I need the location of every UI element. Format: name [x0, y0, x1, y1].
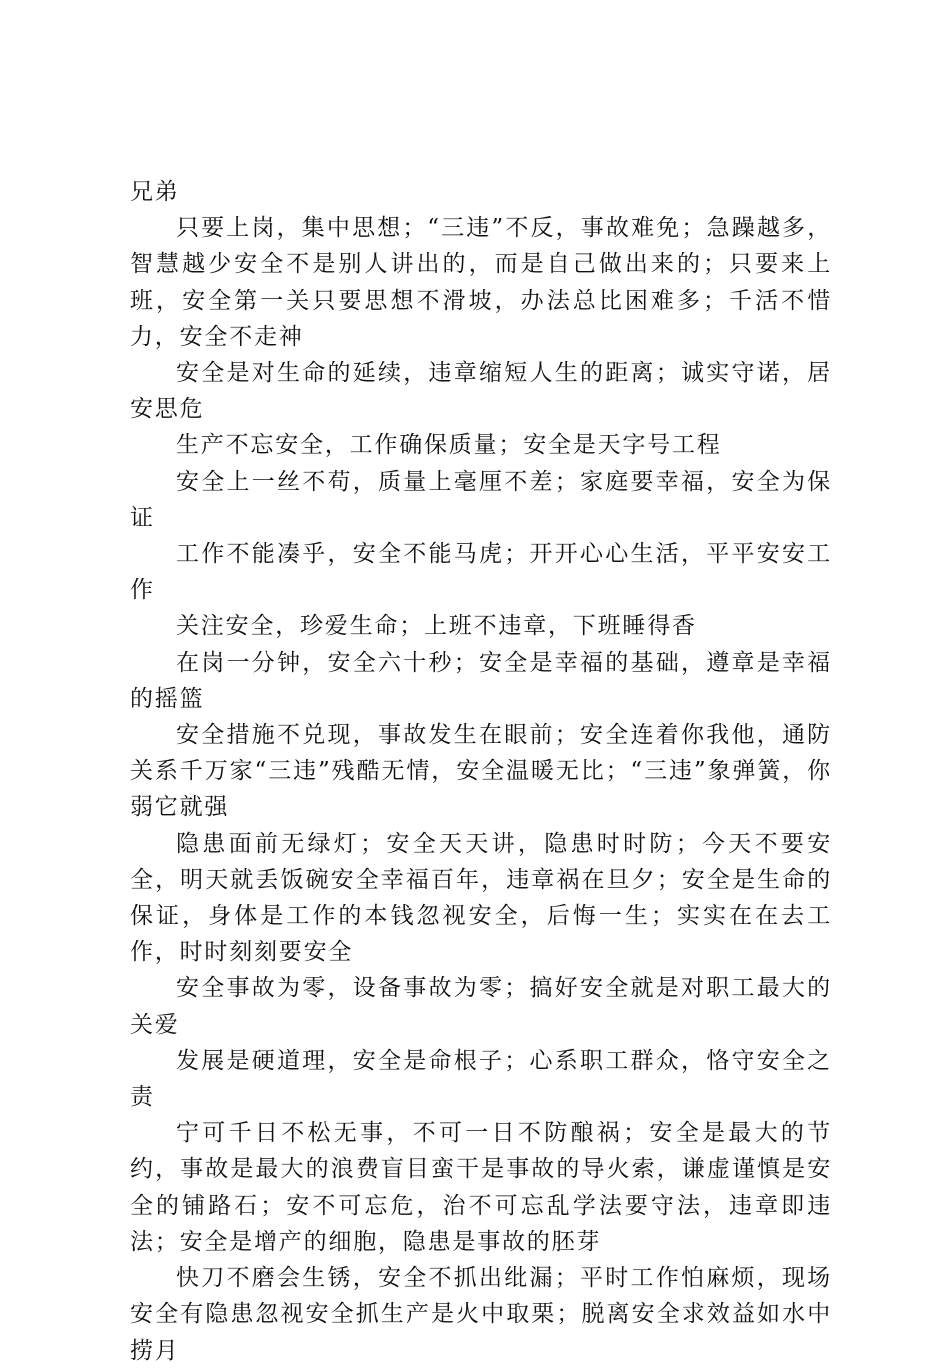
paragraph: 兄弟 [130, 179, 180, 205]
paragraph: 安全事故为零，设备事故为零；搞好安全就是对职工最大的关爱 [130, 975, 832, 1038]
paragraph: 安全是对生命的延续，违章缩短人生的距离；诚实守诺，居安思危 [130, 360, 832, 423]
paragraph: 在岗一分钟，安全六十秒；安全是幸福的基础，遵章是幸福的摇篮 [130, 649, 832, 712]
paragraph: 工作不能凑乎，安全不能马虎；开开心心生活，平平安安工作 [130, 541, 832, 604]
paragraph: 快刀不磨会生锈，安全不抓出纰漏；平时工作怕麻烦，现场安全有隐患忽视安全抓生产是火中取栗；脱离安全求效益如水中捞月 [130, 1265, 832, 1364]
paragraph: 宁可千日不松无事，不可一日不防酿祸；安全是最大的节约，事故是最大的浪费盲目蛮干是事故的导火索，谦虚谨慎是安全的铺路石；安不可忘危，治不可忘乱学法要守法，违章即违法；安全是增产的细胞，隐患是事故的胚芽 [130, 1120, 832, 1255]
paragraph: 只要上岗，集中思想；“三违”不反，事故难免；急躁越多，智慧越少安全不是别人讲出的，而是自己做出来的；只要来上班，安全第一关只要思想不滑坡，办法总比困难多；千活不惜力，安全不走神 [130, 215, 832, 350]
paragraph: 关注安全，珍爱生命；上班不违章，下班睡得香 [176, 613, 697, 640]
paragraph: 安全措施不兑现，事故发生在眼前；安全连着你我他，通防关系千万家“三违”残酷无情，安全温暖无比；“三违”象弹簧，你弱它就强 [130, 722, 832, 821]
paragraph: 安全上一丝不苟，质量上毫厘不差；家庭要幸福，安全为保证 [130, 468, 832, 531]
paragraph: 隐患面前无绿灯；安全天天讲，隐患时时防；今天不要安全，明天就丢饭碗安全幸福百年，违章祸在旦夕；安全是生命的保证，身体是工作的本钱忽视安全，后悔一生；实实在在去工作，时时刻刻要安全 [130, 830, 832, 966]
paragraph: 生产不忘安全，工作确保质量；安全是天字号工程 [176, 432, 722, 459]
document-body [130, 174, 832, 1369]
paragraph: 发展是硬道理，安全是命根子；心系职工群众，恪守安全之责 [130, 1047, 832, 1111]
